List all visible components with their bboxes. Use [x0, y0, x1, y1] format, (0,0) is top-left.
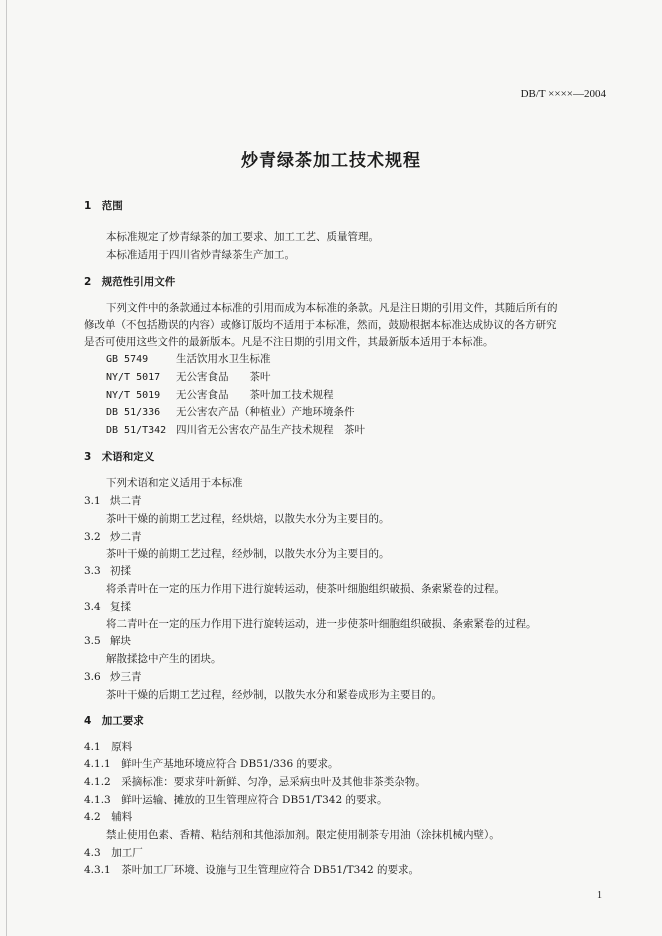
section-4-heading: 4 加工要求 — [84, 715, 144, 727]
reference-item — [106, 370, 271, 385]
term-number: 3.1 — [84, 495, 101, 507]
term-definition: 茶叶干燥的后期工艺过程，经炒制，以散失水分和紧卷成形为主要目的。 — [106, 689, 442, 701]
clause-item: 4.1.3 鲜叶运输、摊放的卫生管理应符合 DB51/T342 的要求。 — [84, 794, 388, 806]
scan-edge-line — [6, 0, 7, 936]
reference-name: 无公害食品 茶叶 — [176, 371, 271, 383]
clause-item: 4.1.2 采摘标准：要求芽叶新鲜、匀净，忌采病虫叶及其他非茶类杂物。 — [84, 776, 426, 788]
term-heading — [84, 670, 142, 684]
term-definition: 茶叶干燥的前期工艺过程，经炒制，以散失水分为主要目的。 — [106, 548, 390, 560]
section-4-paragraph: 禁止使用色素、香精、粘结剂和其他添加剂。限定使用制茶专用油（涂抹机械内壁）。 — [106, 829, 500, 841]
reference-code: DB 51/336 — [106, 407, 161, 418]
term-number: 3.3 — [84, 565, 101, 577]
document-code: DB/T ××××—2004 — [520, 88, 606, 100]
term-heading — [84, 530, 142, 544]
document-title: 炒青绿茶加工技术规程 — [241, 151, 421, 171]
subsection-heading: 4.3 加工厂 — [84, 847, 143, 859]
section-1-heading: 1 范围 — [84, 200, 123, 212]
section-3-heading: 3 术语和定义 — [84, 451, 155, 463]
term-definition: 茶叶干燥的前期工艺过程，经烘焙，以散失水分为主要目的。 — [106, 513, 390, 525]
section-1-paragraph: 本标准规定了炒青绿茶的加工要求、加工工艺、质量管理。 — [106, 231, 379, 243]
reference-name: 四川省无公害农产品生产技术规程 茶叶 — [176, 424, 365, 436]
clause-item: 4.3.1 茶叶加工厂环境、设施与卫生管理应符合 DB51/T342 的要求。 — [84, 864, 419, 876]
term-heading — [84, 564, 131, 578]
term-definition: 将二青叶在一定的压力作用下进行旋转运动，进一步使茶叶细胞组织破损、条索紧卷的过程。 — [106, 618, 537, 630]
term-name: 解块 — [110, 635, 131, 647]
section-2-heading: 2 规范性引用文件 — [84, 276, 176, 288]
section-2-paragraph: 下列文件中的条款通过本标准的引用而成为本标准的条款。凡是注日期的引用文件，其随后所有的 — [106, 302, 558, 314]
section-1-paragraph: 本标准适用于四川省炒青绿茶生产加工。 — [106, 249, 295, 261]
reference-item — [106, 352, 271, 367]
term-name: 复揉 — [110, 601, 131, 613]
reference-item — [106, 405, 355, 420]
term-number: 3.6 — [84, 671, 101, 683]
subsection-heading: 4.1 原料 — [84, 741, 133, 753]
section-2-paragraph: 是否可使用这些文件的最新版本。凡是不注日期的引用文件，其最新版本适用于本标准。 — [84, 336, 494, 348]
term-heading — [84, 600, 131, 614]
term-name: 烘二青 — [110, 495, 142, 507]
reference-code: DB 51/T342 — [106, 425, 167, 436]
term-name: 炒二青 — [110, 531, 142, 543]
term-name: 初揉 — [110, 565, 131, 577]
reference-code: NY/T 5017 — [106, 372, 161, 383]
term-name: 炒三青 — [110, 671, 142, 683]
reference-item — [106, 423, 365, 438]
term-definition: 将杀青叶在一定的压力作用下进行旋转运动，使茶叶细胞组织破损、条索紧卷的过程。 — [106, 583, 505, 595]
reference-item — [106, 388, 334, 403]
section-2-paragraph: 修改单（不包括勘误的内容）或修订版均不适用于本标准，然而，鼓励根据本标准达成协议的各方研究 — [84, 319, 557, 331]
subsection-heading: 4.2 辅料 — [84, 811, 133, 823]
term-number: 3.2 — [84, 531, 101, 543]
reference-name: 无公害食品 茶叶加工技术规程 — [176, 389, 334, 401]
term-heading — [84, 634, 131, 648]
term-number: 3.5 — [84, 635, 101, 647]
reference-name: 无公害农产品（种植业）产地环境条件 — [176, 406, 355, 418]
reference-name: 生活饮用水卫生标准 — [176, 353, 271, 365]
reference-code: NY/T 5019 — [106, 390, 161, 401]
clause-item: 4.1.1 鲜叶生产基地环境应符合 DB51/336 的要求。 — [84, 758, 339, 770]
term-heading — [84, 494, 142, 508]
section-3-intro: 下列术语和定义适用于本标准 — [106, 477, 243, 489]
term-definition: 解散揉捻中产生的团块。 — [106, 653, 222, 665]
page-number: 1 — [597, 890, 602, 901]
term-number: 3.4 — [84, 601, 101, 613]
reference-code: GB 5749 — [106, 354, 149, 365]
